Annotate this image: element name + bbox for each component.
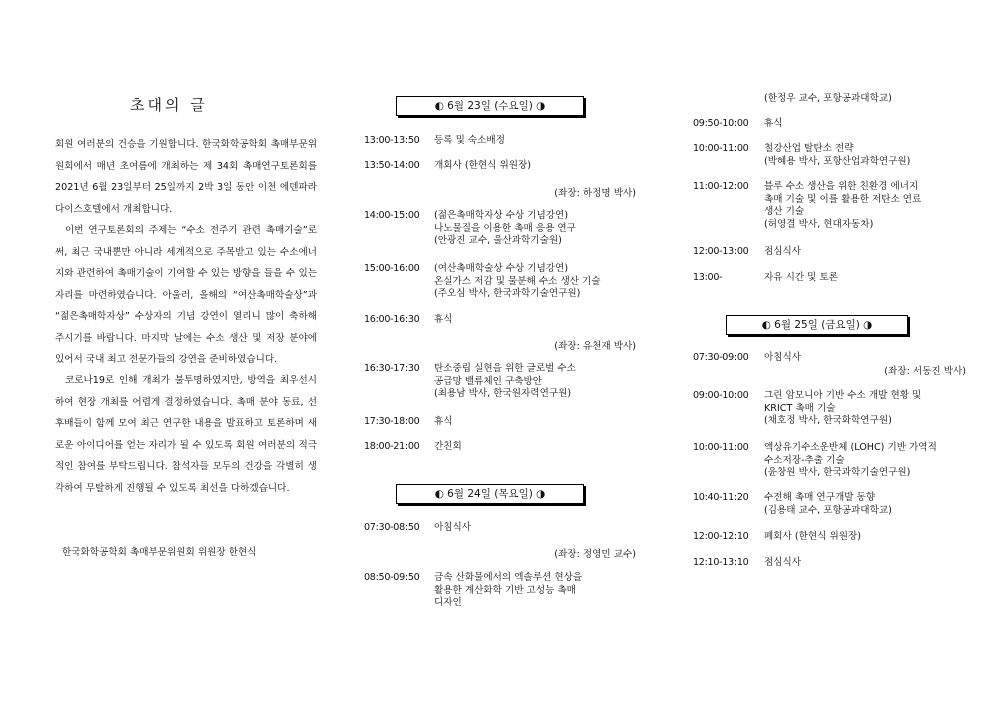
invitation-paragraph-1: 회원 여러분의 건승을 기원합니다. 한국화학공학회 촉매부문위원회에서 매년 초여름에 개최하는 제 34회 촉매연구토론회를 2021년 6월 23일부터 25일까지 2박 3일 동안 이천 에덴파라다이스호텔에서 개최합니다.: [55, 139, 317, 215]
session-desc: 자유 시간 및 토론: [764, 272, 839, 283]
session-time: 16:00-16:30: [364, 314, 420, 325]
session-desc: 폐회사 (한현식 위원장): [764, 531, 861, 542]
session-time: 09:50-10:00: [693, 118, 749, 129]
session-time: 16:30-17:30: [364, 363, 420, 374]
session-time: 15:00-16:00: [364, 263, 420, 274]
session-desc: 금속 산화물에서의 엑솔루션 현상을 활용한 계산화학 기반 고성능 촉매 디자인: [434, 572, 583, 608]
session-desc: 수전해 촉매 연구개발 동향 (김용태 교수, 포항공과대학교): [764, 492, 892, 516]
session-time: 10:00-11:00: [693, 143, 749, 154]
session-time: 18:00-21:00: [364, 441, 420, 452]
session-desc: 아침식사: [764, 352, 802, 363]
invitation-paragraph-2: 이번 연구토론회의 주제는 “수소 전주기 관련 촉매기술”로써, 최근 국내뿐만 아니라 세계적으로 주목받고 있는 수소에너지와 관련하여 촉매기술이 기여할 수 있는 방향을 들을 수 있는 자리를 마련하였습니다. 아울러, 올해의 “여산촉매학술상”과 “젊은촉매학자상” 수상자의 기념 강연이 열리니 많이 축하해 주시기를 바랍니다. 마지막 날에는 수소 생산 및 저장 분야에 있어서 국내 최고 전문가들의 강연을 준비하였습니다.: [55, 225, 317, 365]
session-time: 13:00-13:50: [364, 135, 420, 146]
session-continuation: (한정우 교수, 포항공과대학교): [764, 93, 892, 104]
session-desc: (젊은촉매학자상 수상 기념강연) 나노물질을 이용한 촉매 응용 연구 (안광진 교수, 울산과학기술원): [434, 210, 576, 246]
session-desc: 블루 수소 생산을 위한 친환경 에너지 촉매 기술 및 이를 활용한 저탄소 연료 생산 기술 (허영결 박사, 현대자동차): [764, 181, 922, 230]
session-chair: (좌장: 정영민 교수): [554, 549, 636, 560]
day2-header: ◐ 6월 24일 (목요일) ◑: [396, 484, 584, 504]
session-desc: 휴식: [434, 416, 453, 427]
session-time: 08:50-09:50: [364, 572, 420, 583]
session-desc: 개회사 (한현식 위원장): [434, 160, 531, 171]
session-time: 09:00-10:00: [693, 390, 749, 401]
invitation-paragraph-3: 코로나19로 인해 개최가 불투명하였지만, 방역을 최우선시하여 현장 개최를 어렵게 결정하였습니다. 촉매 분야 동료, 선후배들이 함께 모여 최근 연구한 내용을 발표하고 토론하며 새로운 아이디어를 얻는 자리가 될 수 있도록 회원 여러분의 적극적인 참여를 부탁드립니다. 참석자들 모두의 건강을 각별히 생각하여 무탈하게 진행될 수 있도록 최선을 다하겠습니다.: [55, 375, 317, 494]
day1-header: ◐ 6월 23일 (수요일) ◑: [396, 96, 584, 116]
session-time: 17:30-18:00: [364, 416, 420, 427]
session-chair: (좌장: 유천재 박사): [554, 341, 636, 352]
session-time: 07:30-09:00: [693, 352, 749, 363]
session-chair: (좌장: 서동진 박사): [884, 366, 966, 377]
session-time: 12:00-13:00: [693, 246, 749, 257]
session-time: 10:40-11:20: [693, 492, 749, 503]
session-desc: 간친회: [434, 441, 462, 452]
session-desc: 탄소중립 실현을 위한 글로벌 수소 공급망 밸류체인 구축방안 (최용남 박사, 한국원자력연구원): [434, 363, 576, 399]
invitation-signature: 한국화학공학회 촉매부문위원회 위원장 한현식: [62, 547, 257, 558]
session-desc: 휴식: [434, 314, 453, 325]
session-desc: (여산촉매학술상 수상 기념강연) 온실가스 저감 및 물분해 수소 생산 기술 (주오심 박사, 한국과학기술연구원): [434, 263, 601, 299]
session-time: 14:00-15:00: [364, 210, 420, 221]
session-desc: 액상유기수소운반체 (LOHC) 기반 가역적 수소저장-추출 기술 (윤창원 박사, 한국과학기술연구원): [764, 442, 937, 478]
day3-header: ◐ 6월 25일 (금요일) ◑: [726, 315, 908, 335]
session-desc: 휴식: [764, 118, 783, 129]
session-desc: 철강산업 탈탄소 전략 (박혜용 박사, 포항산업과학연구원): [764, 143, 911, 167]
session-desc: 그린 암모니아 기반 수소 개발 현황 및 KRICT 촉매 기술 (채호정 박사, 한국화학연구원): [764, 390, 922, 426]
session-time: 12:00-12:10: [693, 531, 749, 542]
session-desc: 아침식사: [434, 522, 472, 533]
session-time: 12:10-13:10: [693, 557, 749, 568]
session-time: 11:00-12:00: [693, 181, 749, 192]
session-time: 10:00-11:00: [693, 442, 749, 453]
session-time: 07:30-08:50: [364, 522, 420, 533]
session-desc: 점심식사: [764, 557, 802, 568]
session-chair: (좌장: 하정명 박사): [554, 188, 636, 199]
session-desc: 점심식사: [764, 246, 802, 257]
session-time: 13:50-14:00: [364, 160, 420, 171]
session-time: 13:00-: [693, 272, 723, 283]
session-desc: 등록 및 숙소배정: [434, 135, 505, 146]
invitation-title: 초대의 글: [130, 96, 208, 114]
